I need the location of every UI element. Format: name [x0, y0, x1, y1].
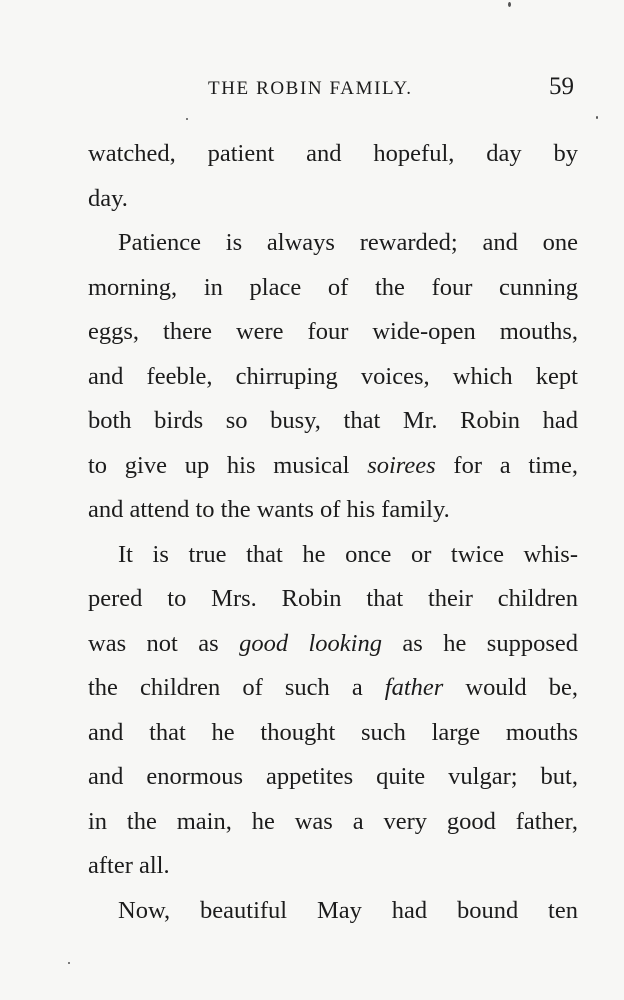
text-line: both birds so busy, that Mr. Robin had: [88, 407, 578, 434]
running-head: [88, 74, 578, 104]
text-line: Patience is always rewarded; and one: [118, 229, 578, 256]
text-line: to give up his musical soirees for a time,: [88, 451, 578, 479]
text-line: the children of such a father would be,: [88, 674, 578, 701]
italic-emphasis: father: [384, 674, 444, 701]
text-line: and enormous appetites quite vulgar; but,: [88, 763, 578, 790]
text-line: after all.: [88, 852, 170, 879]
print-speck: [508, 2, 511, 7]
text-line: was not as good looking as he supposed: [88, 629, 578, 657]
text-line: and that he thought such large mouths: [88, 718, 578, 746]
print-speck: [186, 118, 188, 120]
text-line: morning, in place of the four cunning: [88, 273, 578, 301]
text-line: Now, beautiful May had bound ten: [118, 896, 578, 924]
paragraph: [88, 132, 578, 221]
paragraph: [88, 533, 578, 889]
text-line: eggs, there were four wide-open mouths,: [88, 318, 578, 345]
text-line: day.: [88, 184, 128, 212]
text-line: in the main, he was a very good father,: [88, 807, 578, 835]
text-line: and feeble, chirruping voices, which kept: [88, 362, 578, 390]
print-speck: [596, 116, 598, 119]
italic-emphasis: soirees: [367, 451, 436, 479]
paragraph: [88, 221, 578, 533]
text-line: pered to Mrs. Robin that their children: [88, 585, 578, 612]
running-title: THE ROBIN FAMILY.: [208, 78, 413, 99]
text-line: It is true that he once or twice whis-: [118, 540, 578, 568]
italic-emphasis: good looking: [239, 629, 382, 657]
text-line: watched, patient and hopeful, day by: [88, 140, 578, 167]
paragraph: [88, 889, 578, 934]
body-text: [88, 132, 578, 933]
print-speck: [68, 962, 70, 964]
page-number: 59: [549, 73, 574, 100]
text-line: and attend to the wants of his family.: [88, 496, 450, 523]
